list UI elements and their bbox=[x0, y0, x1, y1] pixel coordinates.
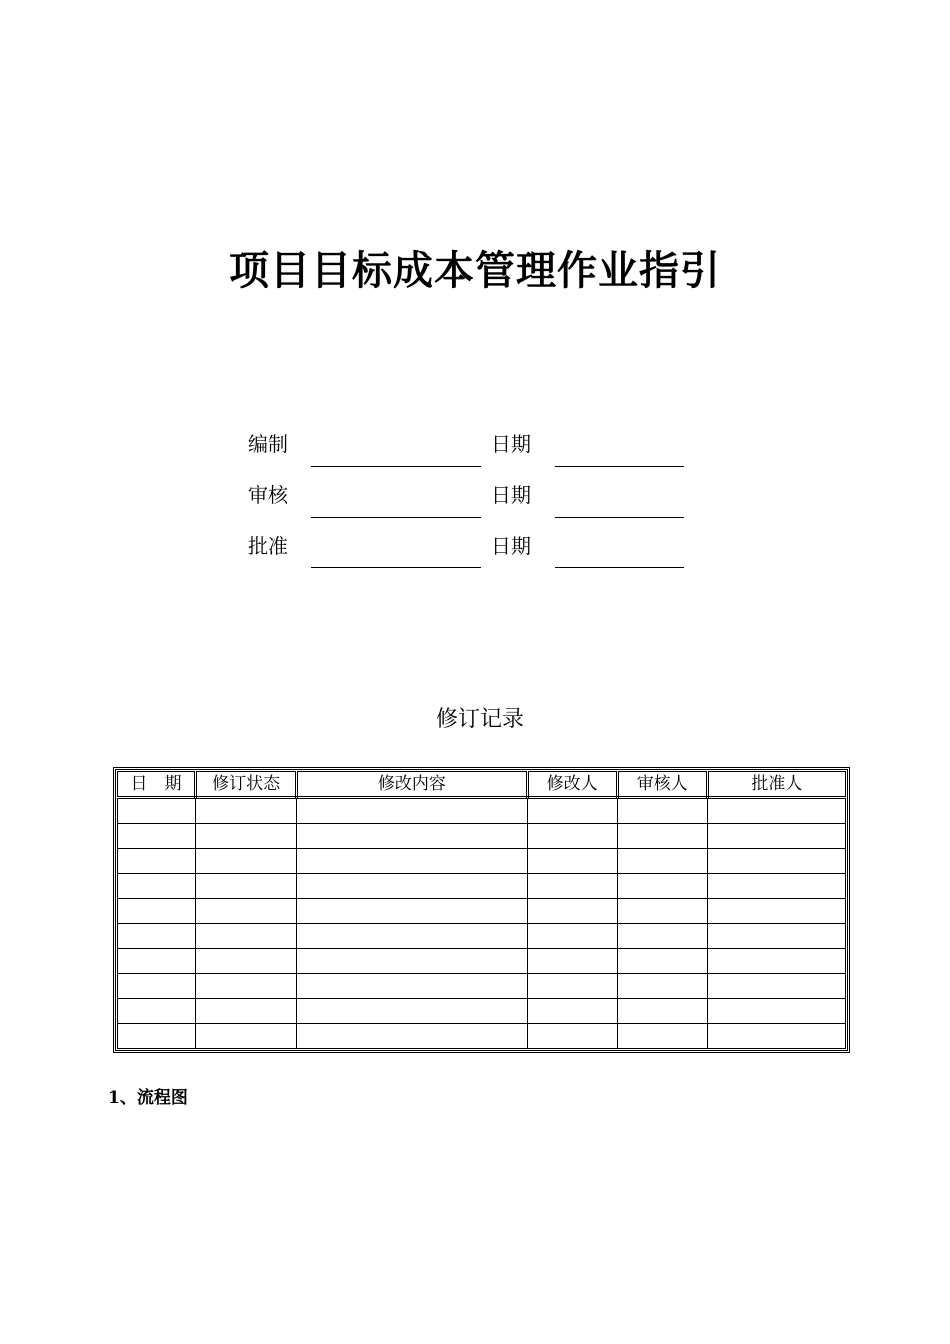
signoff-name-line[interactable] bbox=[311, 567, 481, 568]
table-cell[interactable] bbox=[297, 874, 527, 899]
table-cell[interactable] bbox=[617, 949, 707, 974]
signoff-name-line[interactable] bbox=[311, 517, 481, 518]
table-cell[interactable] bbox=[196, 798, 297, 824]
signoff-date-label: 日期 bbox=[491, 432, 531, 456]
table-cell[interactable] bbox=[196, 949, 297, 974]
table-cell[interactable] bbox=[617, 924, 707, 949]
table-row bbox=[118, 949, 846, 974]
table-cell[interactable] bbox=[297, 949, 527, 974]
table-row bbox=[118, 849, 846, 874]
table-header-row bbox=[118, 772, 846, 798]
table-cell[interactable] bbox=[617, 974, 707, 999]
column-header-changes: 修改内容 bbox=[297, 772, 527, 798]
revision-record-table bbox=[113, 767, 850, 1053]
table-cell[interactable] bbox=[707, 824, 845, 849]
table-cell[interactable] bbox=[707, 1024, 845, 1049]
table-cell[interactable] bbox=[527, 824, 617, 849]
table-cell[interactable] bbox=[527, 874, 617, 899]
table-row bbox=[118, 874, 846, 899]
table-cell[interactable] bbox=[527, 899, 617, 924]
table-cell[interactable] bbox=[196, 974, 297, 999]
table-cell[interactable] bbox=[118, 949, 196, 974]
table-cell[interactable] bbox=[707, 899, 845, 924]
table-cell[interactable] bbox=[297, 798, 527, 824]
table-cell[interactable] bbox=[527, 798, 617, 824]
table-cell[interactable] bbox=[118, 849, 196, 874]
signoff-role-label-approved: 批准 bbox=[248, 534, 288, 558]
table-cell[interactable] bbox=[196, 824, 297, 849]
table-cell[interactable] bbox=[196, 924, 297, 949]
document-title: 项目目标成本管理作业指引 bbox=[229, 248, 721, 294]
table-row bbox=[118, 924, 846, 949]
table-cell[interactable] bbox=[617, 798, 707, 824]
table-cell[interactable] bbox=[617, 849, 707, 874]
section-heading-flowchart: 1、流程图 bbox=[108, 1088, 188, 1108]
table-cell[interactable] bbox=[527, 1024, 617, 1049]
table-cell[interactable] bbox=[118, 874, 196, 899]
table-cell[interactable] bbox=[118, 974, 196, 999]
table-row bbox=[118, 824, 846, 849]
table-cell[interactable] bbox=[297, 974, 527, 999]
table-row bbox=[118, 974, 846, 999]
table-cell[interactable] bbox=[196, 899, 297, 924]
column-header-modified-by: 修改人 bbox=[527, 772, 617, 798]
table-cell[interactable] bbox=[196, 849, 297, 874]
table-cell[interactable] bbox=[617, 824, 707, 849]
table-cell[interactable] bbox=[617, 999, 707, 1024]
signoff-date-label: 日期 bbox=[491, 534, 531, 558]
signoff-date-line[interactable] bbox=[555, 567, 684, 568]
table-cell[interactable] bbox=[297, 1024, 527, 1049]
table-cell[interactable] bbox=[707, 999, 845, 1024]
column-header-revision-status: 修订状态 bbox=[196, 772, 297, 798]
table-cell[interactable] bbox=[118, 824, 196, 849]
table-cell[interactable] bbox=[118, 899, 196, 924]
table-cell[interactable] bbox=[707, 849, 845, 874]
table-cell[interactable] bbox=[196, 999, 297, 1024]
table-cell[interactable] bbox=[707, 974, 845, 999]
table-cell[interactable] bbox=[297, 849, 527, 874]
signoff-date-line[interactable] bbox=[555, 466, 684, 467]
signoff-role-label-prepared: 编制 bbox=[248, 432, 288, 456]
signoff-date-line[interactable] bbox=[555, 517, 684, 518]
column-header-reviewed-by: 审核人 bbox=[617, 772, 707, 798]
table-cell[interactable] bbox=[118, 798, 196, 824]
table-cell[interactable] bbox=[617, 874, 707, 899]
table-cell[interactable] bbox=[707, 798, 845, 824]
table-cell[interactable] bbox=[118, 924, 196, 949]
table-row bbox=[118, 798, 846, 824]
table-cell[interactable] bbox=[527, 949, 617, 974]
table-cell[interactable] bbox=[617, 899, 707, 924]
table-cell[interactable] bbox=[527, 999, 617, 1024]
table-cell[interactable] bbox=[297, 924, 527, 949]
table-cell[interactable] bbox=[527, 924, 617, 949]
table-cell[interactable] bbox=[617, 1024, 707, 1049]
table-cell[interactable] bbox=[118, 1024, 196, 1049]
table-cell[interactable] bbox=[297, 999, 527, 1024]
table-row bbox=[118, 899, 846, 924]
signoff-name-line[interactable] bbox=[311, 466, 481, 467]
table-cell[interactable] bbox=[707, 924, 845, 949]
revision-record-title: 修订记录 bbox=[435, 707, 524, 732]
table-cell[interactable] bbox=[707, 949, 845, 974]
table-cell[interactable] bbox=[196, 1024, 297, 1049]
table-cell[interactable] bbox=[196, 874, 297, 899]
table-cell[interactable] bbox=[527, 849, 617, 874]
column-header-approved-by: 批准人 bbox=[707, 772, 845, 798]
signoff-role-label-reviewed: 审核 bbox=[248, 483, 288, 507]
table-row bbox=[118, 999, 846, 1024]
signoff-date-label: 日期 bbox=[491, 483, 531, 507]
table-cell[interactable] bbox=[527, 974, 617, 999]
table-cell[interactable] bbox=[707, 874, 845, 899]
table-cell[interactable] bbox=[297, 899, 527, 924]
table-row bbox=[118, 1024, 846, 1049]
revision-record-body bbox=[118, 798, 846, 1049]
table-cell[interactable] bbox=[297, 824, 527, 849]
column-header-date: 日 期 bbox=[118, 772, 196, 798]
table-cell[interactable] bbox=[118, 999, 196, 1024]
